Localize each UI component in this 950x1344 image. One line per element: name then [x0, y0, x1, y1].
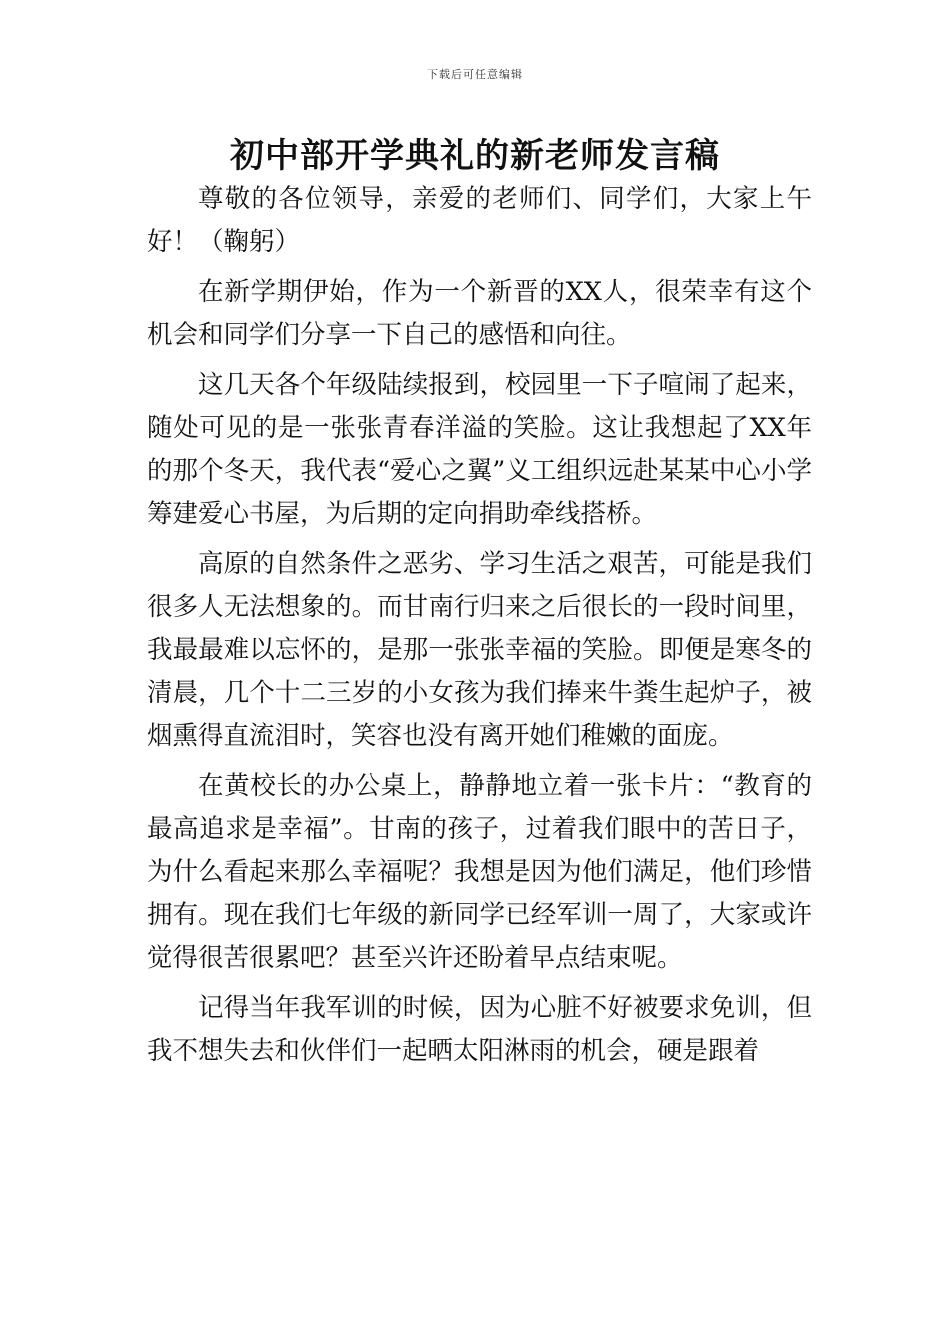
- paragraph: 在新学期伊始，作为一个新晋的XX人，很荣幸有这个机会和同学们分享一下自己的感悟和向往。: [147, 277, 812, 350]
- paragraph: 在黄校长的办公桌上，静静地立着一张卡片：“教育的最高追求是幸福”。甘南的孩子，过着我们眼中的苦日子，为什么看起来那么幸福呢？我想是因为他们满足，他们珍惜拥有。现在我们七年级的新同学已经军训一周了，大家或许觉得很苦很累吧？甚至兴许还盼着早点结束呢。: [147, 771, 812, 973]
- paragraph: 记得当年我军训的时候，因为心脏不好被要求免训，但我不想失去和伙伴们一起晒太阳淋雨的机会，硬是跟着: [147, 993, 812, 1066]
- paragraph: 尊敬的各位领导，亲爱的老师们、同学们，大家上午好！（鞠躬）: [147, 184, 812, 257]
- header-note: 下载后可任意编辑: [427, 68, 523, 81]
- document-title: 初中部开学典礼的新老师发言稿: [230, 136, 720, 176]
- paragraph: 高原的自然条件之恶劣、学习生活之艰苦，可能是我们很多人无法想象的。而甘南行归来之后很长的一段时间里，我最最难以忘怀的，是那一张张幸福的笑脸。即便是寒冬的清晨，几个十二三岁的小女孩为我们捧来牛粪生起炉子，被烟熏得直流泪时，笑容也没有离开她们稚嫩的面庞。: [147, 549, 812, 751]
- document-body: [147, 178, 812, 1080]
- paragraph: 这几天各个年级陆续报到，校园里一下子喧闹了起来，随处可见的是一张张青春洋溢的笑脸。这让我想起了XX年的那个冬天，我代表“爱心之翼”义工组织远赴某某中心小学筹建爱心书屋，为后期的定向捐助牵线搭桥。: [147, 370, 812, 529]
